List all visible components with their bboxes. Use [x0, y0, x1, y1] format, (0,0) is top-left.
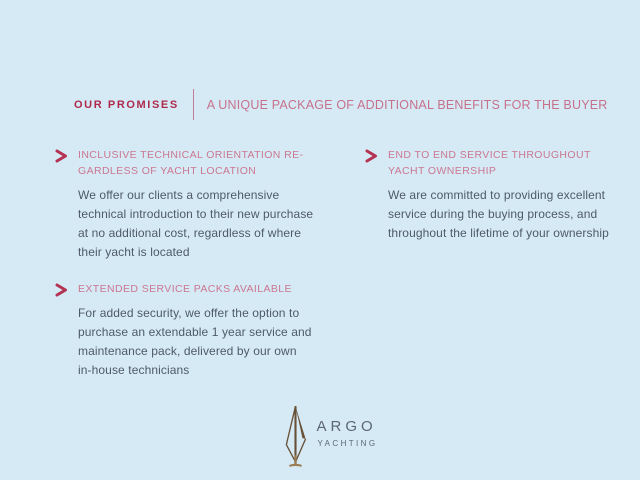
header-divider	[193, 89, 194, 120]
logo-text	[317, 418, 378, 448]
benefit-body: We offer our clients a comprehensive technical introduction to their new purchase at no additional cost, regardless of where their yacht is located	[78, 188, 314, 259]
benefit-technical-orientation	[55, 147, 325, 262]
argo-sail-logo-icon	[283, 403, 308, 469]
benefit-title: END TO END SERVICE THROUGHOUT YACHT OWNERSHIP	[388, 149, 591, 177]
header-subtitle: A UNIQUE PACKAGE OF ADDITIONAL BENEFITS FOR THE BUYER	[206, 97, 608, 112]
benefit-end-to-end-service	[365, 147, 615, 243]
chevron-right-icon	[55, 283, 68, 297]
header-kicker: OUR PROMISES	[74, 98, 179, 111]
benefit-content	[78, 281, 312, 380]
chevron-right-icon	[365, 149, 378, 163]
benefit-body: For added security, we offer the option to purchase an extendable 1 year service and maintenance pack, delivered by our own in-house technicians	[78, 306, 312, 377]
benefit-title: EXTENDED SERVICE PACKS AVAILABLE	[78, 283, 292, 295]
benefit-content	[388, 147, 609, 243]
benefit-extended-service-packs	[55, 281, 335, 380]
benefit-body: We are committed to providing excellent service during the buying process, and throughout the lifetime of your ownership	[388, 188, 609, 240]
chevron-right-icon	[55, 149, 68, 163]
benefit-title: INCLUSIVE TECHNICAL ORIENTATION RE- GARDLESS OF YACHT LOCATION	[78, 149, 304, 177]
logo	[10, 403, 640, 469]
benefit-content	[78, 147, 313, 262]
header	[74, 89, 608, 120]
logo-name: ARGO	[316, 418, 377, 435]
logo-tagline: YACHTING	[317, 439, 378, 448]
